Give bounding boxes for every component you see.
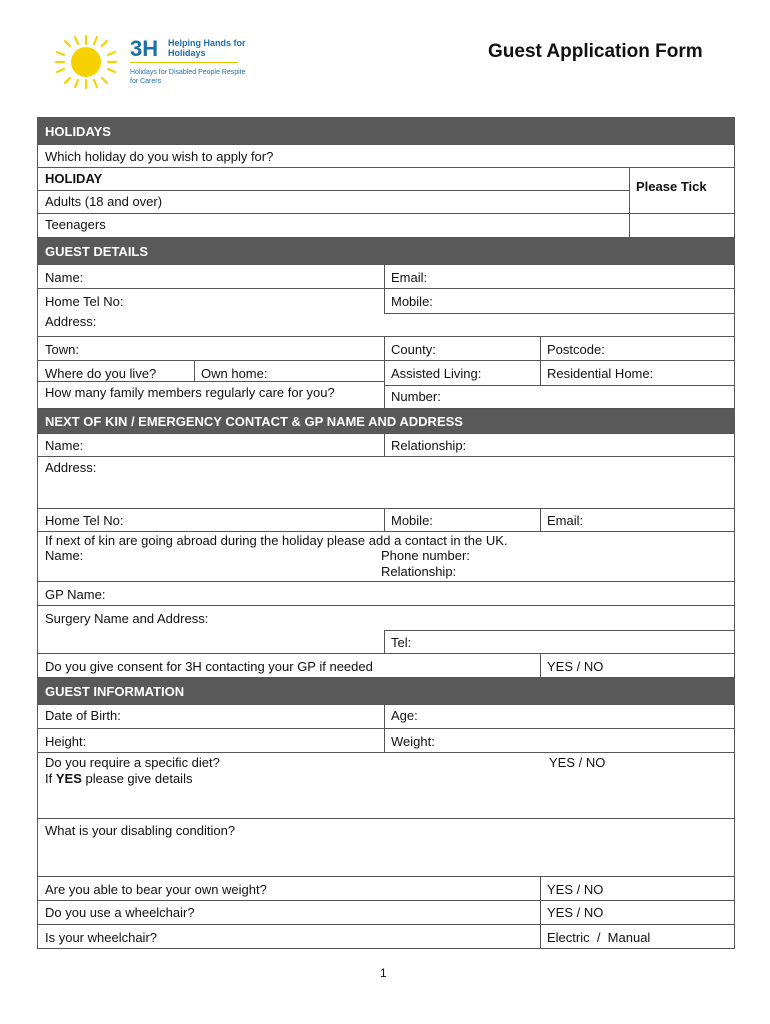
guest-name-row — [37, 265, 735, 289]
weight-field[interactable]: Weight: — [391, 734, 435, 749]
surgery-tel-field[interactable]: Tel: — [391, 635, 412, 650]
dob-row — [37, 705, 735, 729]
guest-home-tel-field[interactable]: Home Tel No: — [45, 294, 124, 309]
guest-email-field[interactable]: Email: — [391, 270, 428, 285]
tick-column-header: Please Tick — [636, 179, 707, 194]
holiday-option-teenagers: Teenagers — [45, 217, 106, 232]
section-header-holidays — [37, 117, 735, 145]
guest-postcode-field[interactable]: Postcode: — [547, 342, 605, 357]
wheelchair-type-question: Is your wheelchair? — [45, 930, 157, 945]
disabling-condition-row — [37, 819, 735, 877]
bear-weight-answer[interactable]: YES / NO — [547, 882, 604, 897]
diet-answer[interactable]: YES / NO — [549, 755, 606, 770]
wheelchair-question: Do you use a wheelchair? — [45, 905, 195, 920]
bear-weight-question: Are you able to bear your own weight? — [45, 882, 267, 897]
own-home-option[interactable]: Own home: — [201, 366, 268, 381]
height-field[interactable]: Height: — [45, 734, 87, 749]
tick-box-adults[interactable] — [630, 191, 734, 213]
gp-name-row — [37, 582, 735, 606]
holiday-question: Which holiday do you wish to apply for? — [45, 149, 274, 164]
section-title: NEXT OF KIN / EMERGENCY CONTACT & GP NAME AND ADDRESS — [45, 413, 463, 429]
sun-icon — [50, 32, 124, 92]
surgery-row — [37, 606, 735, 654]
wheelchair-type-row — [37, 925, 735, 949]
guest-phone-address-row — [37, 289, 735, 337]
nok-mobile-field[interactable]: Mobile: — [391, 513, 433, 528]
uk-contact-relationship-field[interactable]: Relationship: — [381, 564, 457, 579]
guest-town-row — [37, 337, 735, 361]
logo-name: Helping Hands for Holidays — [168, 38, 246, 58]
nok-address-field[interactable]: Address: — [45, 460, 97, 475]
holiday-choice-table — [37, 168, 735, 238]
logo-brand: 3H — [130, 36, 159, 61]
nok-name-field[interactable]: Name: — [45, 438, 84, 453]
page-number: 1 — [380, 966, 387, 980]
section-header-guest-information — [37, 678, 735, 705]
nok-phone-row — [37, 509, 735, 532]
guest-name-field[interactable]: Name: — [45, 270, 84, 285]
nok-address-row — [37, 457, 735, 509]
nok-name-row — [37, 434, 735, 457]
family-members-question: How many family members regularly care for you? — [45, 385, 335, 400]
holiday-column-header: HOLIDAY — [45, 171, 103, 186]
section-title: HOLIDAYS — [45, 123, 111, 139]
nok-email-field[interactable]: Email: — [547, 513, 584, 528]
gp-consent-question: Do you give consent for 3H contacting your GP if needed — [45, 659, 373, 674]
nok-home-tel-field[interactable]: Home Tel No: — [45, 513, 124, 528]
nok-relationship-field[interactable]: Relationship: — [391, 438, 467, 453]
residential-home-option[interactable]: Residential Home: — [547, 366, 654, 381]
gp-name-field[interactable]: GP Name: — [45, 587, 106, 602]
guest-address-field[interactable]: Address: — [45, 314, 97, 329]
bear-weight-row — [37, 877, 735, 901]
where-live-label: Where do you live? — [45, 366, 157, 381]
logo-divider — [130, 62, 238, 63]
family-members-number-field[interactable]: Number: — [391, 389, 441, 404]
uk-contact-phone-field[interactable]: Phone number: — [381, 548, 470, 563]
section-header-guest-details — [37, 238, 735, 265]
logo-tagline: Holidays for Disabled People Respite for Carers — [130, 69, 246, 85]
form-title: Guest Application Form — [488, 41, 703, 62]
holiday-question-row — [37, 145, 735, 168]
assisted-living-option[interactable]: Assisted Living: — [391, 366, 482, 381]
wheelchair-row — [37, 901, 735, 925]
surgery-field[interactable]: Surgery Name and Address: — [45, 611, 209, 626]
dob-field[interactable]: Date of Birth: — [45, 708, 121, 723]
section-header-next-of-kin — [37, 409, 735, 434]
diet-question: Do you require a specific diet? — [45, 755, 220, 770]
logo — [50, 32, 250, 92]
diet-details-prompt: If YES please give details — [45, 771, 193, 786]
guest-living-row — [37, 361, 735, 409]
uk-contact-row — [37, 532, 735, 582]
application-form — [37, 117, 735, 949]
gp-consent-answer[interactable]: YES / NO — [547, 659, 604, 674]
wheelchair-type-answer[interactable]: Electric / Manual — [547, 930, 651, 945]
uk-contact-note: If next of kin are going abroad during the holiday please add a contact in the UK. — [45, 533, 508, 548]
guest-mobile-field[interactable]: Mobile: — [391, 294, 433, 309]
wheelchair-answer[interactable]: YES / NO — [547, 905, 604, 920]
section-title: GUEST INFORMATION — [45, 683, 185, 699]
holiday-option-adults: Adults (18 and over) — [45, 194, 163, 209]
guest-town-field[interactable]: Town: — [45, 342, 79, 357]
tick-box-teenagers[interactable] — [630, 214, 734, 237]
guest-county-field[interactable]: County: — [391, 342, 436, 357]
diet-row — [37, 753, 735, 819]
section-title: GUEST DETAILS — [45, 243, 149, 259]
age-field[interactable]: Age: — [391, 708, 418, 723]
disabling-condition-field[interactable]: What is your disabling condition? — [45, 823, 236, 838]
gp-consent-row — [37, 654, 735, 678]
height-row — [37, 729, 735, 753]
uk-contact-name-field[interactable]: Name: — [45, 548, 84, 563]
